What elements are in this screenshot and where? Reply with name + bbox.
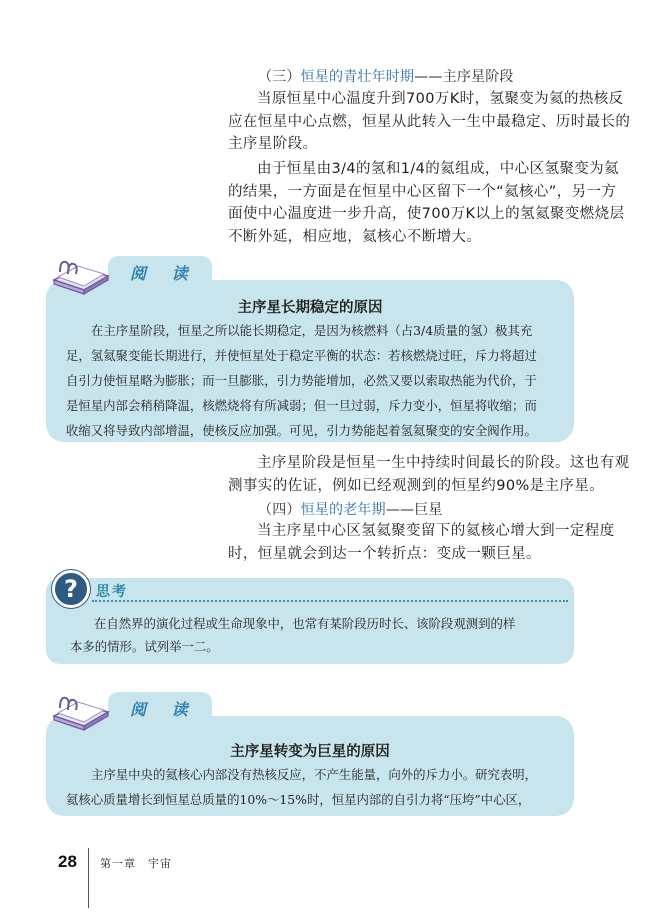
paragraph-main-sequence-duration: [228, 452, 630, 497]
text-line: 足，氢氦聚变能长期进行，并使恒星处于稳定平衡的状态：若核燃烧过旺，斥力将超过: [66, 348, 537, 363]
reading-label: 阅 读: [130, 264, 198, 283]
book-icon: [50, 686, 112, 732]
reading-label: 阅 读: [130, 700, 198, 719]
paragraph-giant-transition: [228, 520, 615, 565]
text-line: 在主序星阶段，恒星之所以能长期稳定，是因为核燃料（占3/4质量的氢）极其充: [91, 323, 533, 338]
text-line: 由于恒星由3/4的氢和1/4的氦组成，中心区氢聚变为氦: [257, 161, 619, 177]
text-line: 在自然界的演化过程或生命现象中，也常有某阶段历时长、该阶段观测到的样: [94, 616, 516, 631]
text-line: 面使中心温度进一步升高，使700万K以上的氢氦聚变燃烧层: [228, 206, 625, 222]
text-line: 氦核心质量增长到恒星总质量的10%～15%时，恒星内部的自引力将“压垮”中心区，: [66, 792, 531, 807]
section-heading-4: [258, 499, 443, 519]
section-heading-3: [258, 66, 514, 86]
text-line: 主序星阶段是恒星一生中持续时间最长的阶段。这也有观: [257, 455, 630, 471]
section-heading-prefix: （四）: [258, 502, 301, 518]
text-line: 主序星阶段。: [228, 136, 318, 152]
reading-body: [66, 318, 558, 443]
text-line: 时，恒星就会到达一个转折点：变成一颗巨星。: [228, 545, 541, 562]
section-heading-suffix: ——主序星阶段: [414, 69, 514, 85]
section-heading-prefix: （三）: [258, 69, 301, 85]
reading-title: 主序星长期稳定的原因: [237, 299, 383, 316]
paragraph-helium-core: [228, 158, 625, 248]
text-line: 主序星中央的氦核心内部没有热核反应，不产生能量，向外的斥力小。研究表明，: [91, 767, 538, 782]
text-line: 应在恒星中心点燃，恒星从此转入一生中最稳定、历时最长的: [228, 113, 631, 130]
dotted-divider: [92, 600, 568, 602]
text-line: 的结果，一方面是在恒星中心区留下一个“氦核心”，另一方: [228, 183, 617, 200]
text-line: 自引力使恒星略为膨胀；而一旦膨胀，引力势能增加，必然又要以索取热能为代价，于: [66, 373, 537, 388]
text-line: 测事实的佐证，例如已经观测到的恒星约90%是主序星。: [228, 477, 605, 494]
text-line: 是恒星内部会稍稍降温，核燃烧将有所减弱；但一旦过弱，斥力变小，恒星将收缩；而: [66, 398, 537, 413]
chapter-label: 第一章 宇宙: [100, 857, 172, 870]
section-heading-accent: 恒星的青壮年时期: [300, 69, 415, 85]
text-line: 本多的情形。试列举一二。: [70, 639, 219, 654]
footer-divider: [88, 848, 89, 908]
text-line: 不断外延，相应地，氦核心不断增大。: [228, 228, 482, 245]
section-heading-suffix: ——巨星: [385, 502, 443, 518]
text-line: 收缩又将导致内部增温，使核反应加强。可见，引力势能起着氢氦聚变的安全阀作用。: [66, 423, 537, 438]
paragraph-core-ignition: [228, 88, 631, 156]
reading-title: 主序星转变为巨星的原因: [230, 743, 390, 760]
text-line: 当主序星中心区氢氦聚变留下的氦核心增大到一定程度: [257, 523, 615, 539]
think-body: [70, 612, 560, 658]
think-label: 思考: [96, 584, 128, 600]
reading-box-stability: [46, 280, 574, 442]
page-number: 28: [58, 852, 77, 871]
text-line: 当原恒星中心温度升到700万K时，氢聚变为氦的热核反: [257, 91, 624, 107]
reading-box-giant: [46, 716, 574, 816]
book-icon: [50, 250, 112, 296]
question-icon: ?: [52, 570, 90, 608]
section-heading-accent: 恒星的老年期: [300, 502, 386, 518]
reading-body: [66, 762, 558, 812]
